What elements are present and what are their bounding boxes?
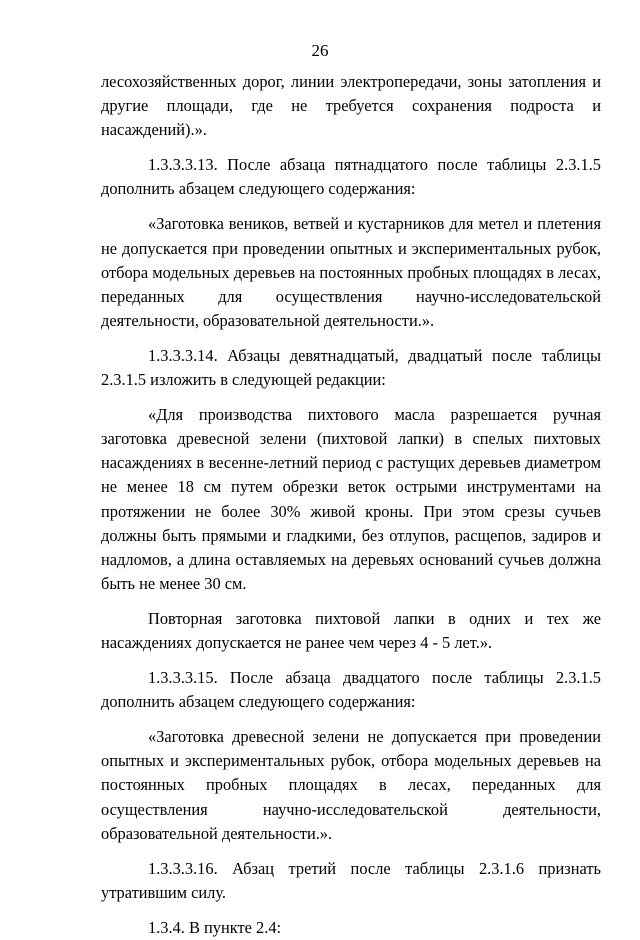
- paragraph-quote-greenery: «Заготовка древесной зелени не допускается при проведении опытных и экспериментальных рубок, отбора модельных деревьев на постоянных пробных площадях в лесах, переданных для осуществления научно-исследовательской деятельности, образовательной деятельности.».: [101, 727, 601, 843]
- paragraph-amendment-14: 1.3.3.3.14. Абзацы девятнадцатый, двадцатый после таблицы 2.3.1.5 изложить в следующей редакции:: [101, 345, 601, 390]
- paragraph-item-1-3-4: 1.3.4. В пункте 2.4:: [148, 917, 282, 937]
- paragraph-continuation: лесохозяйственных дорог, линии электропередачи, зоны затопления и другие площади, где не требуется сохранения подроста и насаждений).».: [101, 72, 601, 140]
- paragraph-amendment-16: 1.3.3.3.16. Абзац третий после таблицы 2.3.1.6 признать утратившим силу.: [101, 858, 601, 902]
- paragraph-amendment-15: 1.3.3.3.15. После абзаца двадцатого после таблицы 2.3.1.5 дополнить абзацем следующего содержания:: [101, 668, 601, 712]
- paragraph-amendment-13: 1.3.3.3.13. После абзаца пятнадцатого после таблицы 2.3.1.5 дополнить абзацем следующего содержания:: [101, 155, 601, 199]
- paragraph-repeat-harvest: Повторная заготовка пихтовой лапки в одних и тех же насаждениях допускается не ранее чем через 4 - 5 лет.».: [101, 608, 601, 652]
- document-body: [101, 70, 601, 940]
- page-number: 26: [311, 41, 329, 60]
- paragraph-quote-brooms: «Заготовка веников, ветвей и кустарников для метел и плетения не допускается при проведении опытных и экспериментальных рубок, отбора модельных деревьев на постоянных пробных площадях в лесах, переданных для осуществления научно-исследовательской деятельности, образовательной деятельности.».: [101, 214, 601, 330]
- paragraph-quote-fir-oil: «Для производства пихтового масла разрешается ручная заготовка древесной зелени (пихтовой лапки) в спелых пихтовых насаждениях в весенне-летний период с растущих деревьев диаметром не менее 18 см путем обрезки веток острыми инструментами на протяжении не более 30% живой кроны. При этом срезы сучьев должны быть прямыми и гладкими, без отлупов, расщепов, задиров и надломов, а длина оставляемых на деревьях оснований сучьев должна быть не менее 30 см.: [101, 405, 601, 593]
